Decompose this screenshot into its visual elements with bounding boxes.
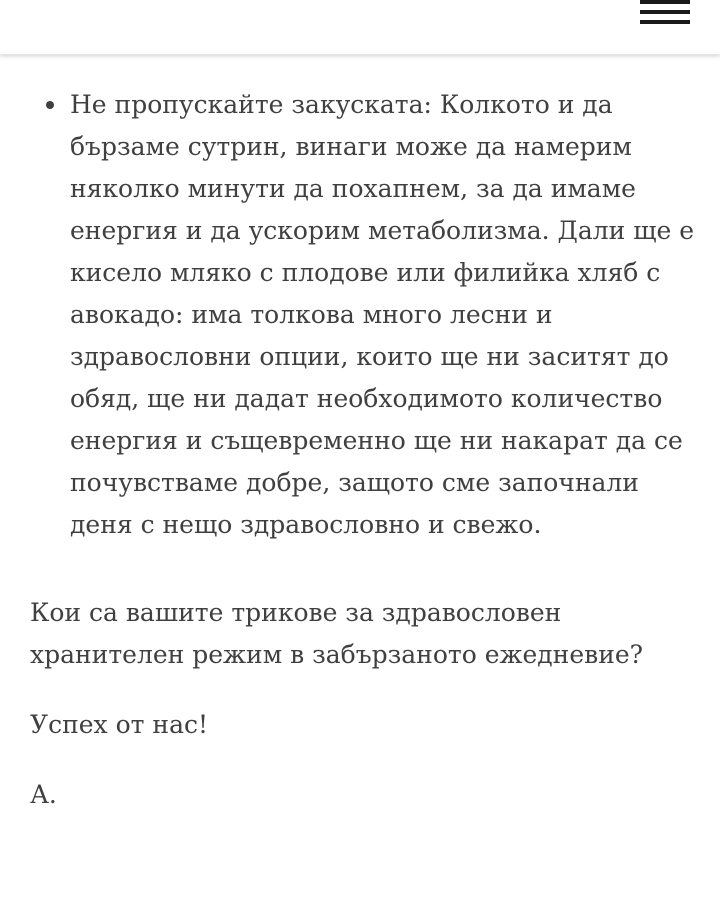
list-item bbox=[70, 84, 700, 546]
closing-wish: Успех от нас! bbox=[30, 710, 209, 739]
article-content bbox=[30, 84, 700, 816]
bullet-dot-icon bbox=[46, 101, 54, 109]
tips-list bbox=[30, 84, 700, 546]
list-item-text: Не пропускайте закуската: Колкото и да бързаме сутрин, винаги може да намерим няколко минути да похапнем, за да имаме енергия и да ускорим метаболизма. Дали ще е кисело мляко с плодове или филийка хляб с авокадо: има толкова много лесни и здравословни опции, които ще ни заситят до обяд, ще ни дадат необходимото количество енергия и същевременно ще ни накарат да се почувстваме добре, защото сме започнали деня с нещо здравословно и свежо. bbox=[70, 90, 695, 539]
menu-bar-line bbox=[640, 20, 690, 24]
menu-bar-line bbox=[640, 10, 690, 14]
menu-bar-line bbox=[640, 0, 690, 4]
author-signature: А. bbox=[30, 780, 57, 809]
top-bar bbox=[0, 0, 720, 55]
hamburger-menu-icon[interactable] bbox=[640, 0, 690, 28]
closing-question: Кои са вашите трикове за здравословен хранителен режим в забързаното ежедневие? bbox=[30, 598, 644, 669]
